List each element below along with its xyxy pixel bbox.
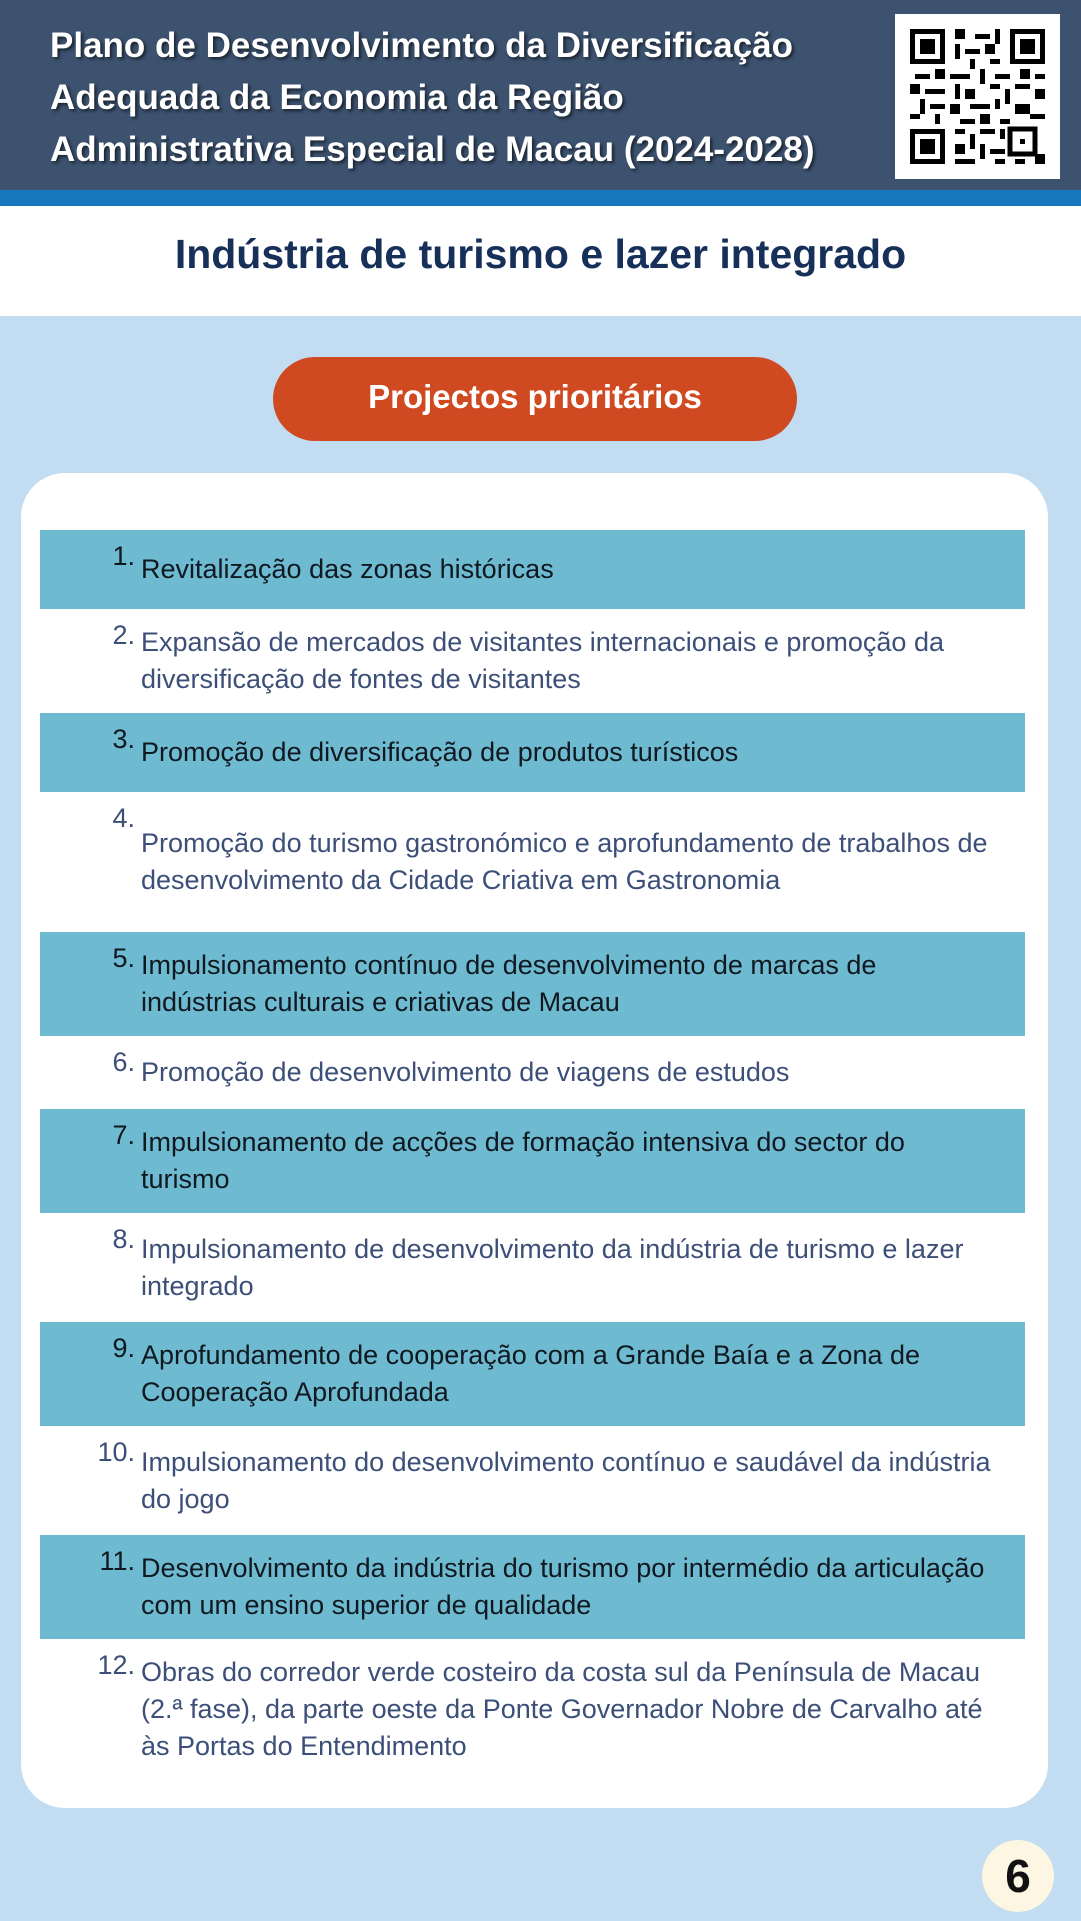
list-item <box>40 1426 1025 1535</box>
list-item <box>40 792 1025 932</box>
priority-projects-badge: Projectos prioritários <box>273 357 797 441</box>
list-item-number: 10. <box>97 1437 135 1467</box>
list-item-number: 2. <box>112 620 135 650</box>
list-item <box>40 1036 1025 1109</box>
document-title-line: Adequada da Economia da Região <box>50 78 624 117</box>
list-item <box>40 1639 1025 1779</box>
list-item <box>40 1109 1025 1213</box>
list-item-text: Promoção do turismo gastronómico e aprofundamento de trabalhos de desenvolvimento da Cidade Criativa em Gastronomia <box>141 828 988 895</box>
list-item-number: 11. <box>99 1546 135 1576</box>
list-item-text: Desenvolvimento da indústria do turismo por intermédio da articulação com um ensino superior de qualidade <box>141 1553 985 1620</box>
list-item-number: 5. <box>112 943 135 973</box>
document-title-line: Plano de Desenvolvimento da Diversificação <box>50 26 794 65</box>
list-item-text: Promoção de diversificação de produtos turísticos <box>141 737 739 767</box>
list-item-text: Obras do corredor verde costeiro da costa sul da Península de Macau (2.ª fase), da parte oeste da Ponte Governador Nobre de Carvalho até às Portas do Entendimento <box>141 1656 983 1761</box>
list-item <box>40 713 1025 792</box>
list-item <box>40 609 1025 713</box>
page-number: 6 <box>982 1840 1054 1912</box>
list-item <box>40 932 1025 1036</box>
list-item-text: Aprofundamento de cooperação com a Grande Baía e a Zona de Cooperação Aprofundada <box>141 1340 921 1407</box>
list-item-number: 3. <box>112 724 135 754</box>
header-accent-stripe <box>0 190 1081 206</box>
section-subtitle: Indústria de turismo e lazer integrado <box>174 231 907 277</box>
list-item-text: Revitalização das zonas históricas <box>141 554 554 584</box>
header-banner <box>0 0 1081 190</box>
list-item-text: Expansão de mercados de visitantes internacionais e promoção da diversificação de fontes de visitantes <box>141 627 944 694</box>
list-item-number: 9. <box>112 1333 135 1363</box>
list-item <box>40 530 1025 609</box>
qr-code-icon <box>895 14 1060 179</box>
document-title <box>50 20 890 176</box>
list-item-number: 12. <box>97 1650 135 1680</box>
projects-list <box>40 530 1025 1779</box>
list-item-number: 4. <box>112 803 135 833</box>
list-item-text: Impulsionamento contínuo de desenvolvimento de marcas de indústrias culturais e criativas de Macau <box>141 950 877 1017</box>
subtitle-band <box>0 206 1081 316</box>
list-item-text: Impulsionamento do desenvolvimento contínuo e saudável da indústria do jogo <box>141 1446 991 1514</box>
list-item-number: 6. <box>112 1047 135 1077</box>
list-item-text: Impulsionamento de desenvolvimento da indústria de turismo e lazer integrado <box>141 1233 964 1301</box>
list-item-text: Impulsionamento de acções de formação intensiva do sector do turismo <box>141 1127 905 1194</box>
list-item <box>40 1535 1025 1639</box>
list-item-number: 1. <box>112 541 135 571</box>
document-title-line: Administrativa Especial de Macau (2024-2028) <box>50 130 815 169</box>
projects-card <box>21 473 1048 1808</box>
list-item-number: 7. <box>112 1120 135 1150</box>
list-item <box>40 1213 1025 1322</box>
list-item-text: Promoção de desenvolvimento de viagens de estudos <box>141 1057 790 1087</box>
list-item <box>40 1322 1025 1426</box>
list-item-number: 8. <box>112 1224 135 1254</box>
